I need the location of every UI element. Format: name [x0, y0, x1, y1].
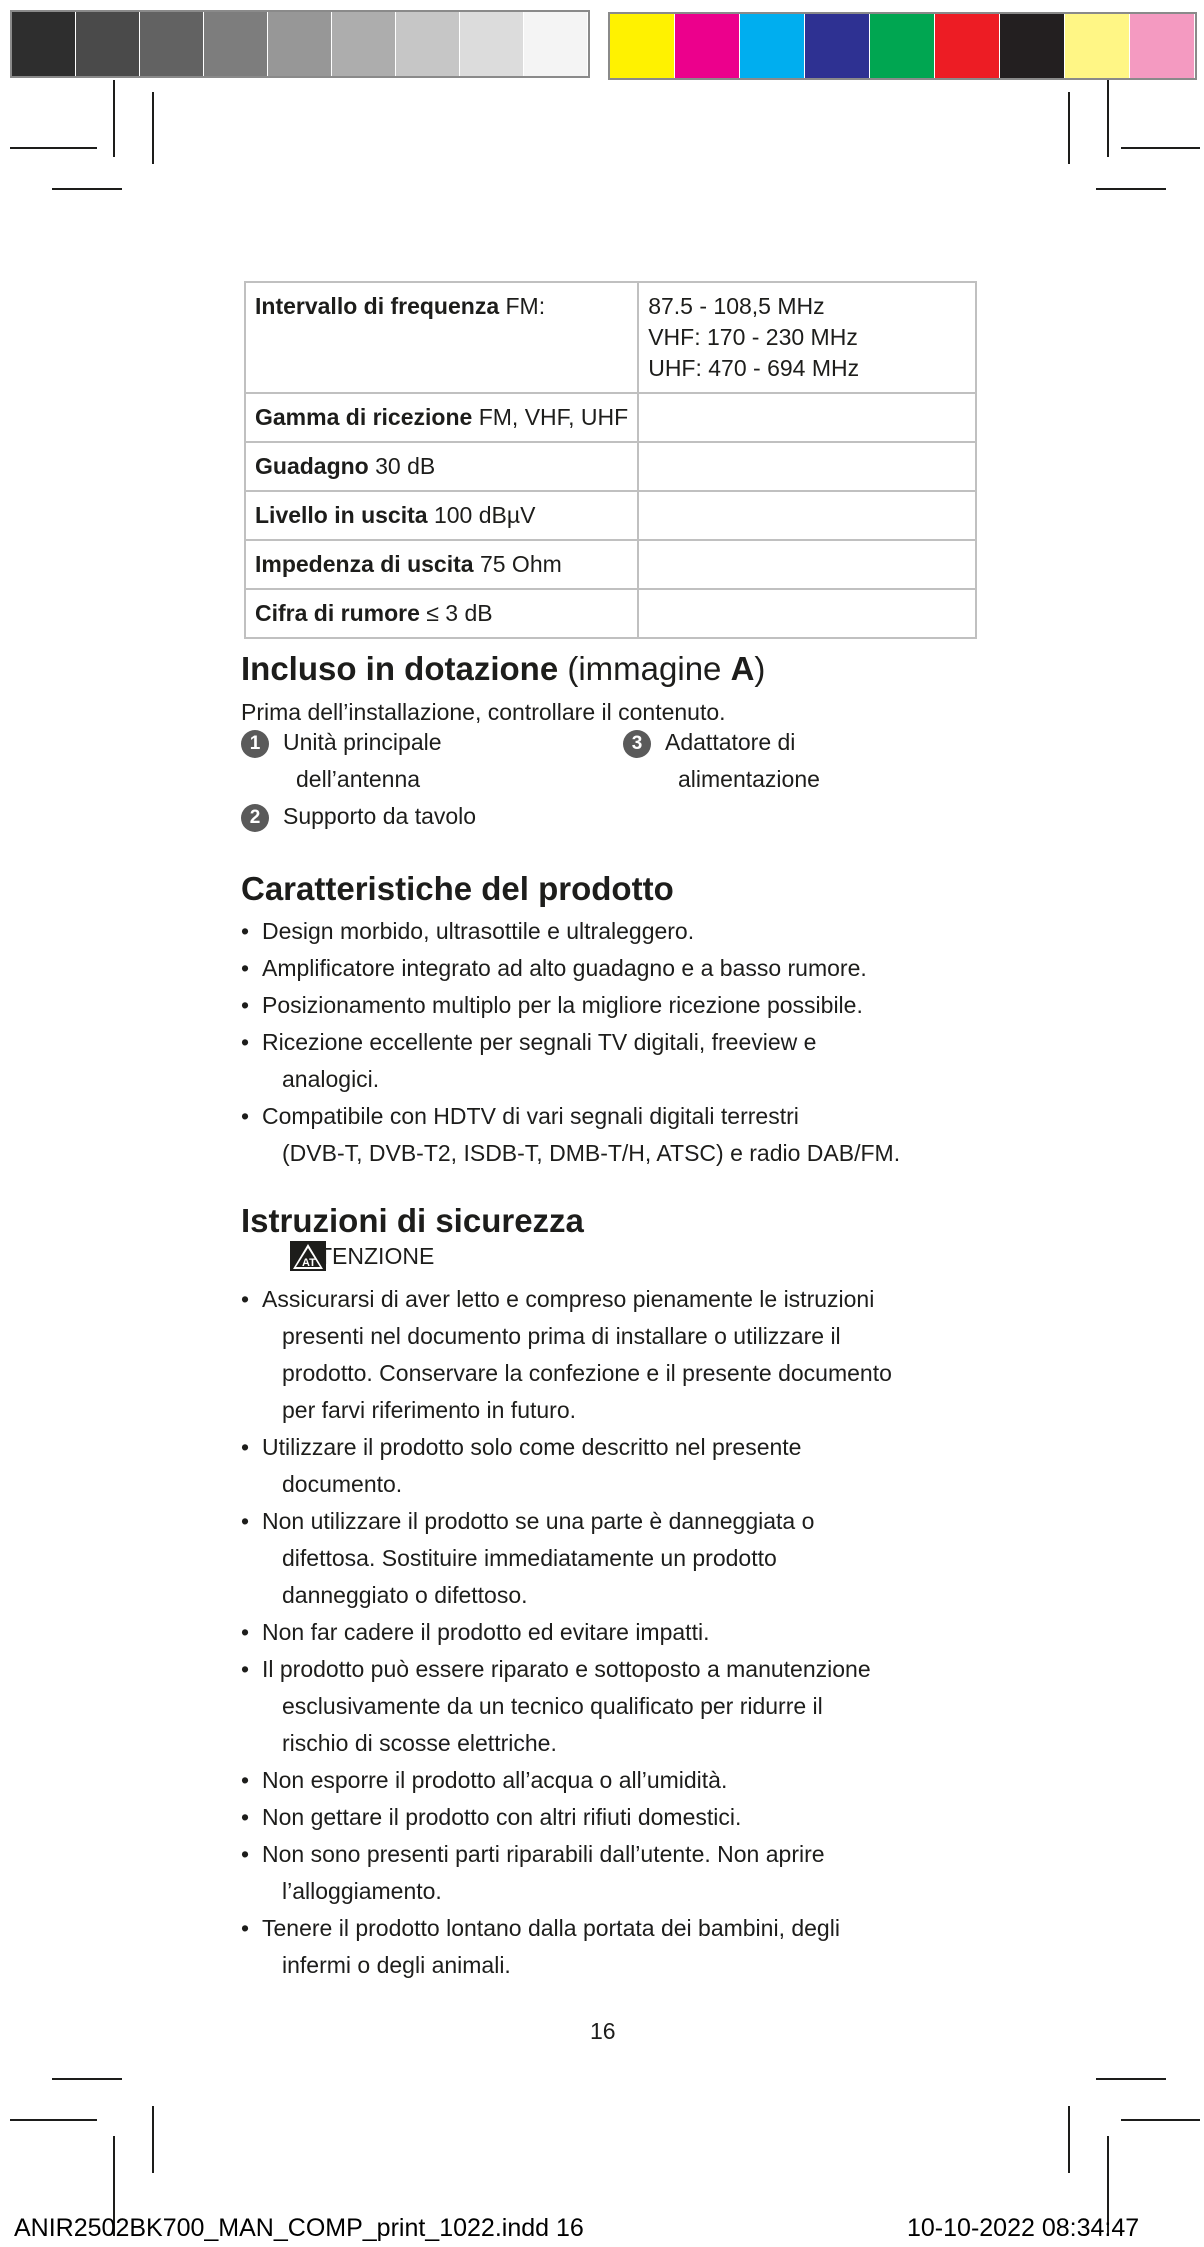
safety-heading: Istruzioni di sicurezza: [241, 1202, 584, 1239]
number-badge: 2: [241, 804, 269, 832]
list-item: • Tenere il prodotto lontano dalla portata dei bambini, degli infermi o degli animali.: [241, 1915, 840, 1978]
color-swatch: [1065, 14, 1130, 78]
spec-label: Guadagno: [255, 453, 369, 479]
table-row: [245, 589, 976, 638]
spec-label: Impedenza di uscita: [255, 551, 474, 577]
spec-value: UHF: 470 - 694 MHz: [648, 355, 860, 381]
footer-timestamp: 10-10-2022 08:34:47: [907, 2214, 1140, 2242]
included-intro: Prima dell’installazione, controllare il contenuto.: [241, 699, 726, 725]
warning-label: [290, 1240, 434, 1272]
gray-swatch: [204, 12, 268, 76]
spec-label: Intervallo di frequenza: [255, 293, 500, 319]
specifications-table: [244, 281, 977, 639]
list-item: • Non far cadere il prodotto ed evitare impatti.: [241, 1619, 710, 1645]
spec-value: FM, VHF, UHF: [478, 404, 629, 430]
spec-value: 87.5 - 108,5 MHz: [648, 293, 825, 319]
page-number: 16: [590, 2018, 616, 2044]
table-row: [245, 282, 976, 393]
spec-value: 100 dBµV: [433, 502, 536, 528]
list-item: • Ricezione eccellente per segnali TV digitali, freeview e analogici.: [241, 1029, 817, 1092]
number-badge: 1: [241, 730, 269, 758]
table-row: [245, 442, 976, 491]
grayscale-swatches: [10, 12, 590, 76]
spec-value: FM:: [505, 293, 546, 319]
spec-value: 30 dB: [375, 453, 436, 479]
safety-list: [241, 1281, 1001, 1984]
gray-swatch: [332, 12, 396, 76]
spec-value: VHF: 170 - 230 MHz: [648, 324, 858, 350]
spec-value: 75 Ohm: [479, 551, 562, 577]
color-swatch: [740, 14, 805, 78]
included-item-1: 1 Unità principale dell’antenna: [241, 724, 442, 798]
gray-swatch: [268, 12, 332, 76]
included-item-3: 3 Adattatore di alimentazione: [623, 724, 820, 798]
color-swatch: [935, 14, 1000, 78]
spec-label: Cifra di rumore: [255, 600, 420, 626]
list-item: • Non sono presenti parti riparabili dall’utente. Non aprire l’alloggiamento.: [241, 1841, 825, 1904]
gray-swatch: [460, 12, 524, 76]
gray-swatch: [524, 12, 588, 76]
number-badge: 3: [623, 730, 651, 758]
list-item: • Compatibile con HDTV di vari segnali digitali terrestri (DVB-T, DVB-T2, ISDB-T, DMB-T/H, ATSC) e radio DAB/FM.: [241, 1103, 901, 1166]
list-item: • Non utilizzare il prodotto se una parte è danneggiata o difettosa. Sostituire immediatamente un prodotto danneggiato o difettoso.: [241, 1508, 815, 1608]
color-swatch: [805, 14, 870, 78]
table-row: [245, 393, 976, 442]
spec-label: Livello in uscita: [255, 502, 428, 528]
gray-swatch: [140, 12, 204, 76]
list-item: • Non gettare il prodotto con altri rifiuti domestici.: [241, 1804, 742, 1830]
spec-label: Gamma di ricezione: [255, 404, 473, 430]
spec-value: ≤ 3 dB: [426, 600, 493, 626]
svg-text:AT: AT: [302, 1257, 316, 1269]
list-item: • Assicurarsi di aver letto e compreso pienamente le istruzioni presenti nel documento prima di installare o utilizzare il prodotto. Conservare la confezione e il presente documento per farvi riferimento in futuro.: [241, 1286, 892, 1423]
table-row: [245, 540, 976, 589]
color-swatch: [1000, 14, 1065, 78]
list-item: • Non esporre il prodotto all’acqua o all’umidità.: [241, 1767, 728, 1793]
list-item: • Design morbido, ultrasottile e ultraleggero.: [241, 918, 695, 944]
features-list: [241, 913, 1001, 1172]
list-item: • Amplificatore integrato ad alto guadagno e a basso rumore.: [241, 955, 867, 981]
color-swatch: [870, 14, 935, 78]
gray-swatch: [76, 12, 140, 76]
included-heading: Incluso in dotazione (immagine A): [241, 650, 766, 687]
footer-file-info: ANIR2502BK700_MAN_COMP_print_1022.indd 16: [14, 2214, 584, 2242]
included-item-2: 2 Supporto da tavolo: [241, 798, 476, 835]
color-swatch: [610, 14, 675, 78]
color-swatches: [608, 12, 1197, 80]
features-heading: Caratteristiche del prodotto: [241, 870, 674, 907]
list-item: • Il prodotto può essere riparato e sottoposto a manutenzione esclusivamente da un tecnico qualificato per ridurre il rischio di scosse elettriche.: [241, 1656, 871, 1756]
color-swatch: [675, 14, 740, 78]
gray-swatch: [396, 12, 460, 76]
gray-swatch: [12, 12, 76, 76]
warning-text: TENZIONE: [318, 1243, 435, 1269]
list-item: • Utilizzare il prodotto solo come descritto nel presente documento.: [241, 1434, 802, 1497]
table-row: [245, 491, 976, 540]
color-swatch: [1130, 14, 1195, 78]
list-item: • Posizionamento multiplo per la migliore ricezione possibile.: [241, 992, 863, 1018]
